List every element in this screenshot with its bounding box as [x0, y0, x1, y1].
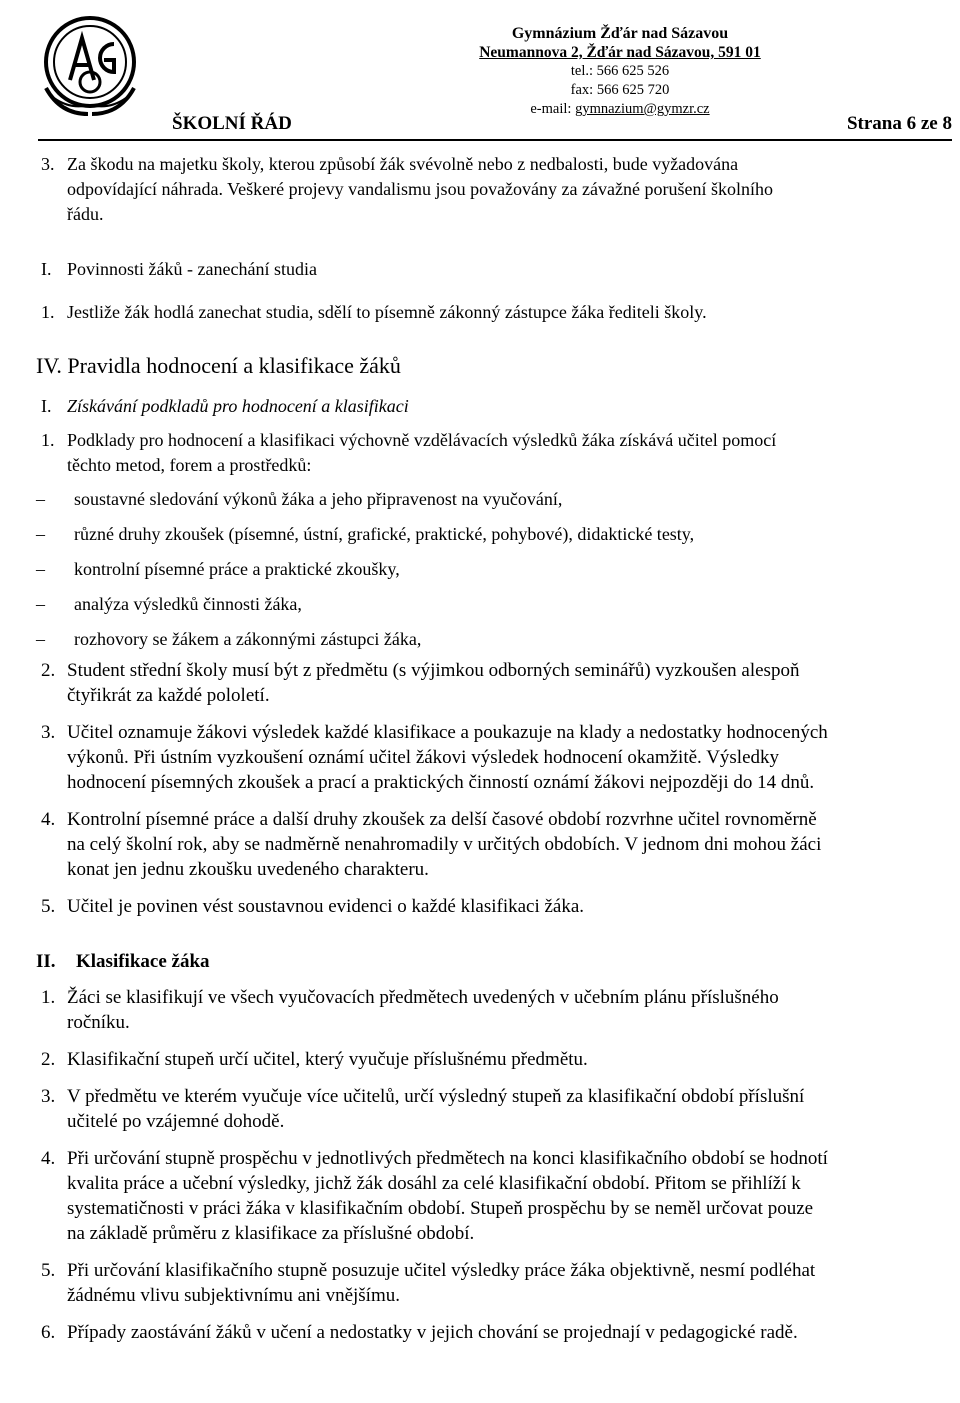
- list-item: 1. Žáci se klasifikují ve všech vyučovacích předmětech uvedených v učebním plánu příslušného ročníku.: [41, 987, 779, 1033]
- bullet-item: – analýza výsledků činnosti žáka,: [36, 594, 302, 614]
- list-item: 2. Student střední školy musí být z předmětu (s výjimkou odborných seminářů) vyzkoušen alespoň čtyřikrát za každé pololetí.: [41, 660, 800, 706]
- subsection-heading: II. Klasifikace žáka: [36, 951, 210, 972]
- document-body: [36, 152, 954, 1345]
- list-item: 1. Jestliže žák hodlá zanechat studia, sdělí to písemně zákonný zástupce žáka řediteli školy.: [41, 302, 707, 322]
- list-item: 3. V předmětu ve kterém vyučuje více učitelů, určí výsledný stupeň za klasifikační období příslušní učitelé po vzájemné dohodě.: [41, 1086, 805, 1132]
- email-link[interactable]: gymnazium@gymzr.cz: [575, 101, 710, 117]
- list-item: 4. Při určování stupně prospěchu v jednotlivých předmětech na konci klasifikačního období se hodnotí kvalita práce a učební výsledky, jichž žák dosáhl za celé klasifikační období. Přitom se přihlíží k systematičnosti v práci žáka v klasifikačním období. Stupeň prospěchu by se neměl určovat pouze na základě průměru z klasifikace za příslušné období.: [41, 1148, 828, 1244]
- school-name: Gymnázium Žďár nad Sázavou: [511, 25, 729, 42]
- list-item: 3. Učitel oznamuje žákovi výsledek každé klasifikace a poukazuje na klady a nedostatky hodnocených výkonů. Při ústním vyzkoušení oznámí učitel žákovi výsledek hodnocení okamžitě. Výsledky hodnocení písemných zkoušek a prací a praktických činností oznámí žákovi nejpozději do 14 dnů.: [41, 722, 828, 793]
- header-divider: [38, 139, 952, 141]
- school-logo-icon: [40, 10, 140, 125]
- bullet-item: – kontrolní písemné práce a praktické zkoušky,: [36, 559, 400, 579]
- bullet-item: – soustavné sledování výkonů žáka a jeho připravenost na vyučování,: [36, 489, 563, 509]
- list-item: 3. Za škodu na majetku školy, kterou způsobí žák svévolně nebo z nedbalosti, bude vyžadována odpovídající náhrada. Veškeré projevy vandalismu jsou považovány za závažné porušení školního řádu.: [41, 154, 773, 224]
- email-label: e-mail:: [530, 101, 576, 117]
- list-item: 1. Podklady pro hodnocení a klasifikaci výchovně vzdělávacích výsledků žáka získává učitel pomocí těchto metod, forem a prostředků:: [41, 430, 777, 475]
- school-header: [420, 24, 820, 119]
- school-phone: tel.: 566 625 526: [570, 63, 670, 79]
- school-fax: fax: 566 625 720: [570, 82, 670, 98]
- list-item: 2. Klasifikační stupeň určí učitel, který vyučuje příslušnému předmětu.: [41, 1049, 588, 1070]
- list-item: 6. Případy zaostávání žáků v učení a nedostatky v jejich chování se projednají v pedagogické radě.: [41, 1322, 798, 1343]
- bullet-item: – rozhovory se žákem a zákonnými zástupci žáka,: [36, 629, 422, 649]
- bullet-list: [36, 487, 954, 652]
- subsection-heading: I. Získávání podkladů pro hodnocení a klasifikaci: [41, 396, 409, 416]
- chapter-heading: IV. Pravidla hodnocení a klasifikace žáků: [36, 353, 401, 378]
- school-email-line: [420, 100, 820, 119]
- section-heading: I. Povinnosti žáků - zanechání studia: [41, 259, 317, 279]
- list-item: 5. Učitel je povinen vést soustavnou evidenci o každé klasifikaci žáka.: [41, 896, 585, 917]
- school-address: Neumannova 2, Žďár nad Sázavou, 591 01: [479, 44, 761, 61]
- page-number: Strana 6 ze 8: [846, 113, 952, 134]
- bullet-item: – různé druhy zkoušek (písemné, ústní, grafické, praktické, pohybové), didaktické testy,: [36, 524, 695, 544]
- list-item: 5. Při určování klasifikačního stupně posuzuje učitel výsledky práce žáka objektivně, nesmí podléhat žádnému vlivu subjektivnímu ani vnějšímu.: [41, 1260, 816, 1306]
- list-item: 4. Kontrolní písemné práce a další druhy zkoušek za delší časové období rozvrhne učitel rovnoměrně na celý školní rok, aby se nadměrně nenahromadily v určitých obdobích. V jednom dni mohou žáci konat jen jednu zkoušku uvedeného charakteru.: [41, 809, 822, 880]
- document-title: ŠKOLNÍ ŘÁD: [172, 113, 292, 134]
